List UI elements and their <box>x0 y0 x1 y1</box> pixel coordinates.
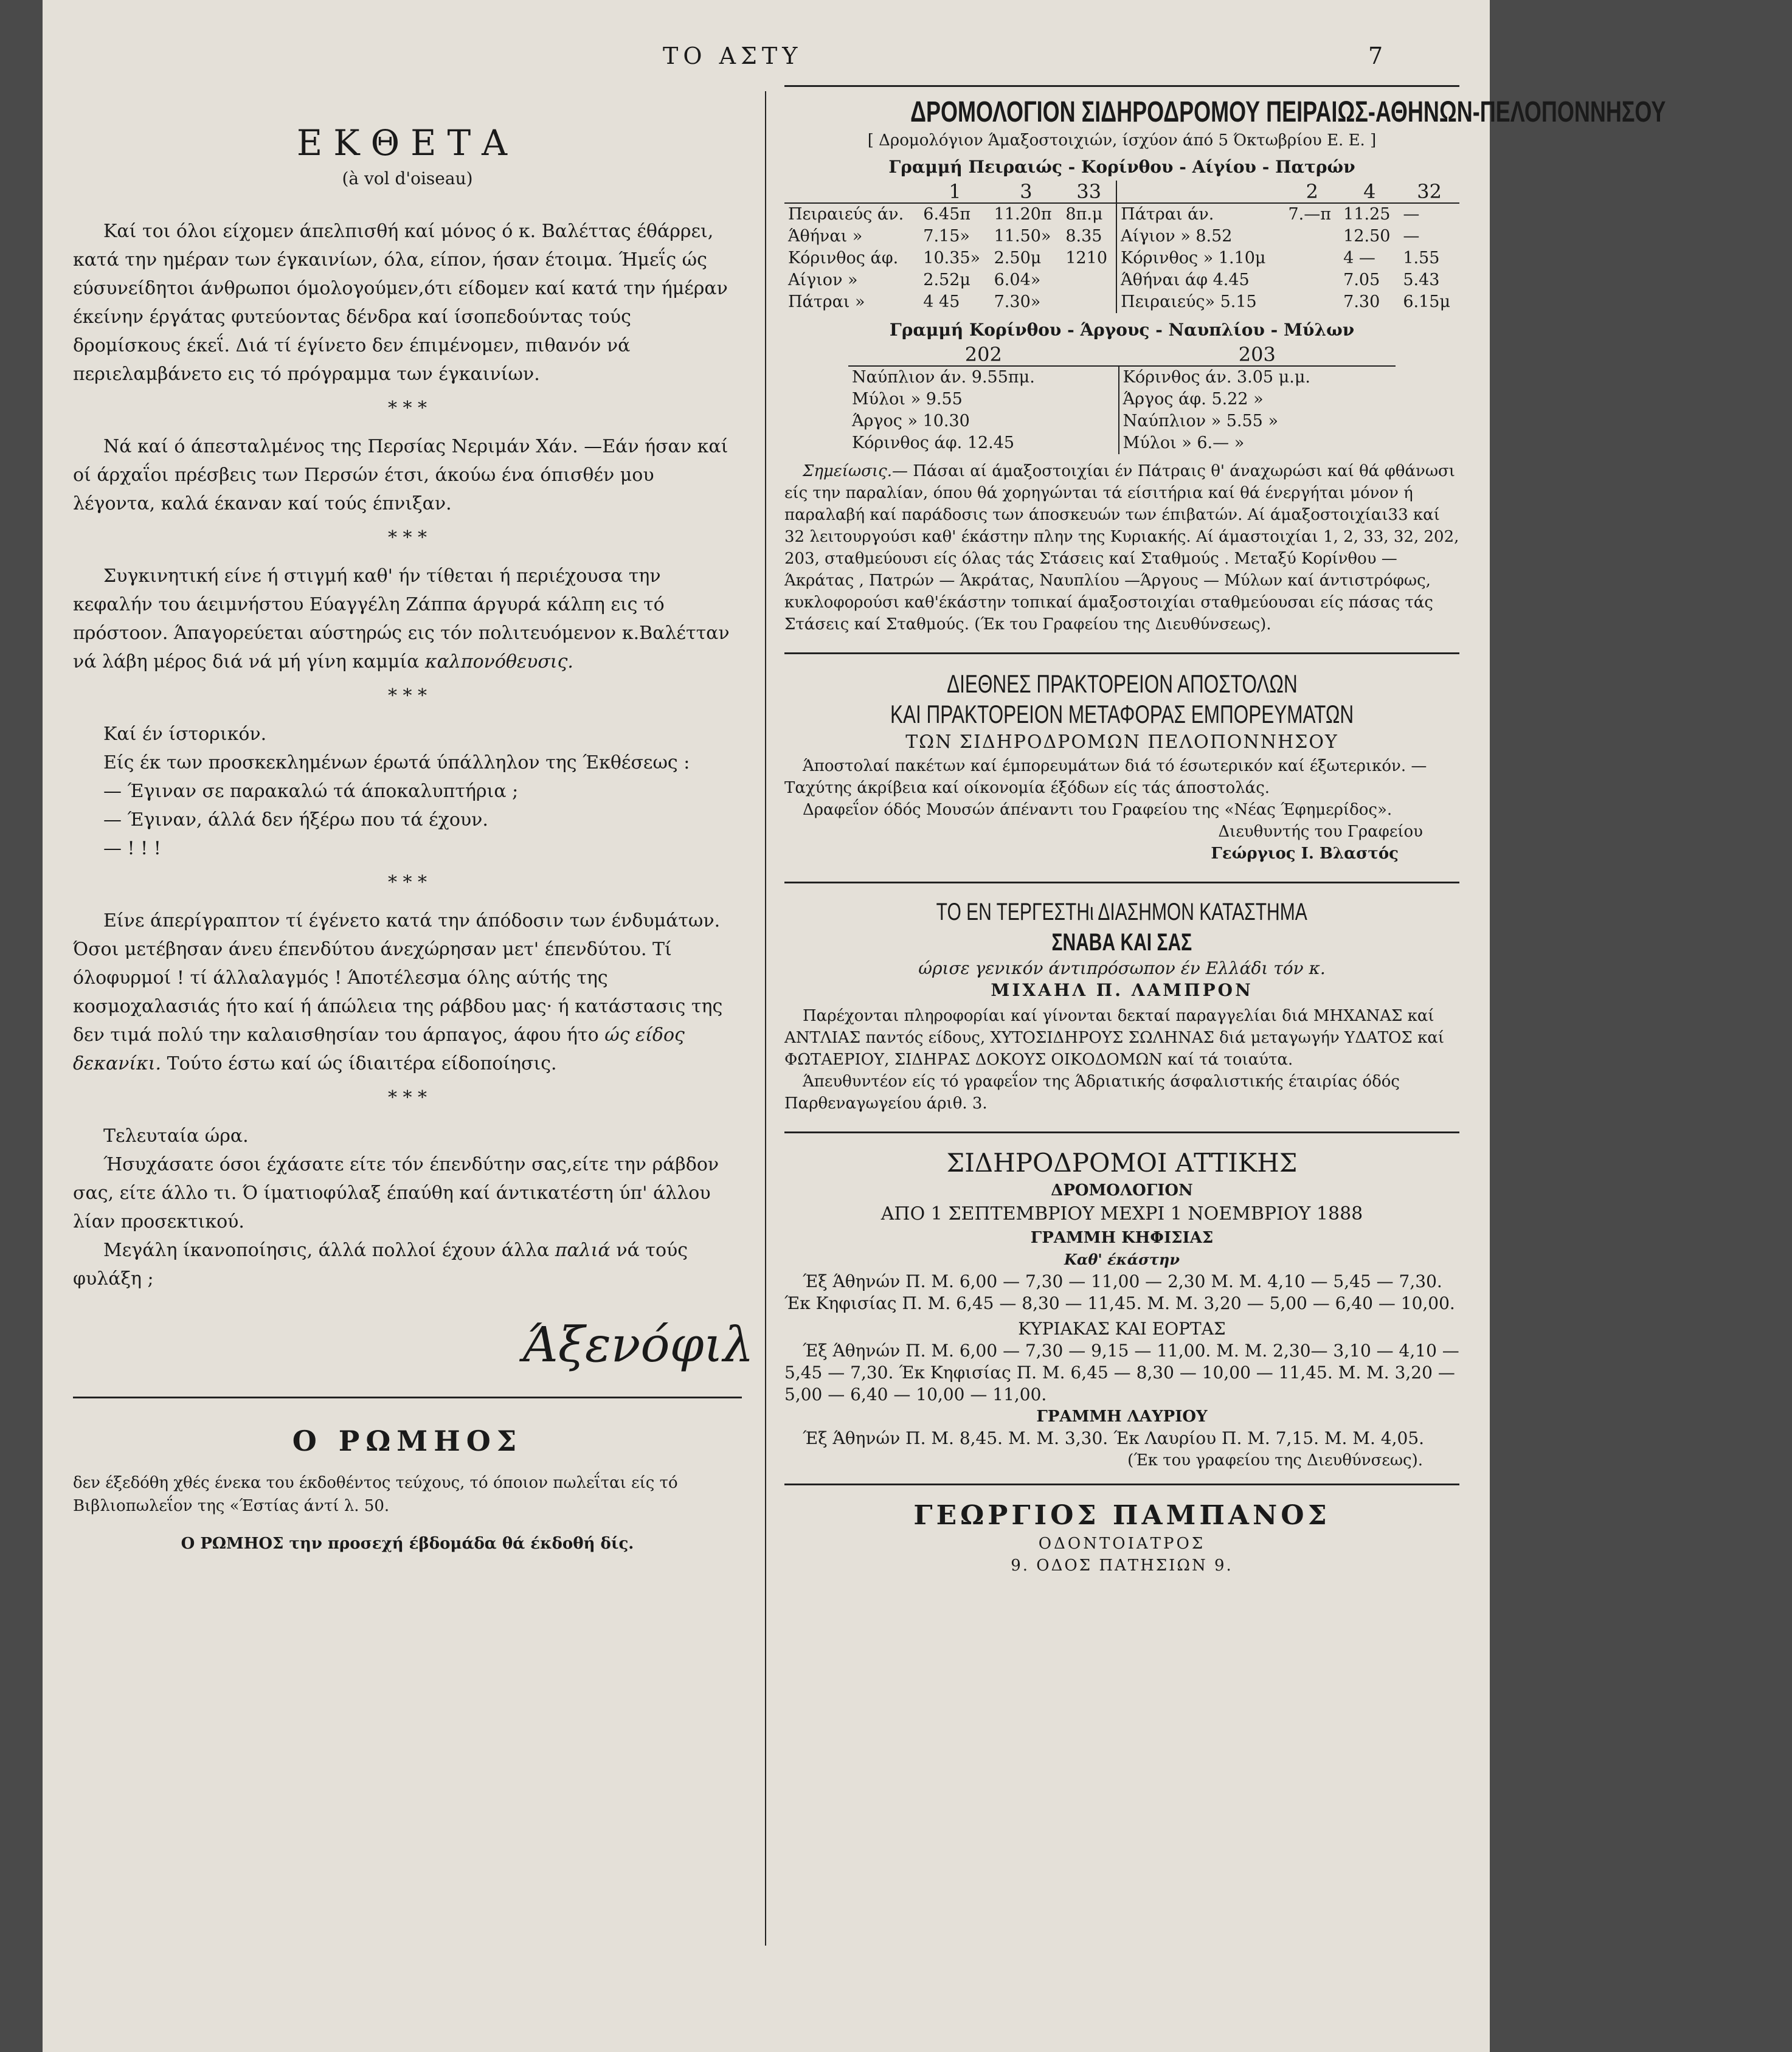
attiki-paragraph-2: Έξ Άθηνών Π. Μ. 6,00 — 7,30 — 9,15 — 11,00. Μ. Μ. 2,30— 3,10 — 4,10 — 5,45 — 7,30. Έκ Κηφισίας Π. Μ. 6,45 — 8,30 — 10,00 — 11,45. Μ. Μ. 3,20 — 5,00 — 6,40 — 10,00 — 11,00. <box>784 1341 1459 1404</box>
table-row <box>784 226 1459 247</box>
table-cell: 11.50» <box>994 227 1051 246</box>
table-cell: Άργος άφ. 5.22 » <box>1123 390 1264 409</box>
divider <box>784 1131 1459 1133</box>
table-cell: Πειραιεύς άν. <box>788 205 904 224</box>
signature: Άξενόφιλ <box>523 1316 754 1373</box>
divider <box>784 1484 1459 1485</box>
romios-title: Ο ΡΩΜΗΟΣ <box>292 1425 523 1457</box>
table-row <box>848 366 1396 389</box>
table-cell: Πάτραι » <box>788 292 865 311</box>
table-cell: 4 — <box>1343 249 1375 268</box>
column-divider <box>765 91 766 1946</box>
trieste-company: ΣΝΑΒΑ ΚΑΙ ΣΑΣ <box>1051 929 1192 956</box>
paragraph-5: Είς έκ των προσκεκλημένων έρωτά ύπάλληλον της Έκθέσεως : <box>103 752 690 773</box>
paragraph-3: Συγκινητική είνε ή στιγμή καθ' ήν τίθεται ή περιέχουσα την κεφαλήν του άειμνήστου Εύαγγέλη Ζάππα άργυρά κάλπη εις τό πρόστοον. Άπαγορεύεται αύστηρώς εις τόν πολιτευόμενον κ.Βαλέτταν νά λάβη μέρος διά νά μή γίνη καμμία καλπονόθευσις. <box>73 565 730 672</box>
separator-stars: * * * <box>387 527 427 548</box>
table-head-cell: 4 <box>1340 181 1399 203</box>
paragraph-6: Είνε άπερίγραπτον τί έγένετο κατά την άπόδοσιν των ένδυμάτων. Όσοι μετέβησαν άνευ έπενδύτου άνεχώρησαν μετ' έπενδύτου. Τί όλοφυρμοί ! τί άλλαλαγμός ! Άποτέλεσμα όλης αύτής της κοσμοχαλασιάς ήτο καί ή άπώλεια της ράβδου μας· ή κατάστασις της δεν τιμά πολύ την καλαισθησίαν του άρπαγος, άφου ήτο ώς είδος δεκανίκι. Τούτο έστω καί ώς ίδιαιτέρα είδοποίησις. <box>73 910 723 1074</box>
table-cell: 2.52μ <box>923 271 970 289</box>
paragraph-9: Μεγάλη ίκανοποίησις, άλλά πολλοί έχουν άλλα παλιά νά τούς φυλάξη ; <box>73 1240 688 1290</box>
table-cell: 8π.μ <box>1062 203 1116 226</box>
attiki-paragraph-1: Έξ Άθηνών Π. Μ. 6,00 — 7,30 — 11,00 — 2,30 Μ. Μ. 4,10 — 5,45 — 7,30. Έκ Κηφισίας Π. Μ. 6,45 — 8,30 — 11,45. Μ. Μ. 3,20 — 5,00 — 6,40 — 10,00. <box>784 1271 1455 1313</box>
line1-title: Γραμμή Πειραιώς - Κορίνθου - Αίγίου - Πατρών <box>888 157 1355 177</box>
table-cell: 10.35» <box>923 249 981 268</box>
romios-note: Ο ΡΩΜΗΟΣ την προσεχή έβδομάδα θά έκδοθή δίς. <box>181 1535 634 1553</box>
divider <box>73 1397 742 1398</box>
table-cell: 6.15μ <box>1403 292 1450 311</box>
table-cell: 1.55 <box>1403 249 1440 268</box>
agency-paragraph-3: Διευθυντής του Γραφείου <box>1218 823 1423 841</box>
table-head-cell: 2 <box>1284 181 1340 203</box>
table-head-cell: 203 <box>1119 344 1396 366</box>
trieste-paragraph-2: Άπευθυντέον είς τό γραφεΐον της Άδριατικής άσφαλιστικής έταιρίας όδός Παρθεναγωγείου άριθ. 3. <box>784 1073 1400 1113</box>
table-head-cell: 1 <box>919 181 990 203</box>
divider <box>784 652 1459 654</box>
romios-paragraph: δεν έξεδόθη χθές ένεκα του έκδοθέντος τεύχους, τό όποιον πωλεΐται είς τό Βιβλιοπωλεΐον της «Έστίας άντί λ. 50. <box>73 1474 678 1515</box>
separator-stars: * * * <box>387 872 427 893</box>
table-header <box>848 344 1396 366</box>
trieste-representative-line: ώρισε γενικόν άντιπρόσωπον έν Ελλάδι τόν κ. <box>918 958 1326 978</box>
paragraph-1: Καί τοι όλοι είχομεν άπελπισθή καί μόνος ό κ. Βαλέττας έθάρρει, κατά την ημέραν των έγκαινίων, όλα, είπον, ήσαν έτοιμα. Ήμεΐς ώς εύσυνείδητοι άνθρωποι όμολογούμεν,ότι είδομεν καί κατά την ήμέραν έκείνην έργάτας φυτεύοντας δένδρα καί ίσοπεδούντας τούς δρομίσκους έκεΐ. Διά τί έγίνετο δεν έπιμένομεν, πιθανόν νά περιελαμβάνετο εις τό πρόγραμμα των έγκαινίων. <box>73 221 728 385</box>
table-cell: Πάτραι άν. <box>1121 205 1214 224</box>
table-cell: Ναύπλιον » 5.55 » <box>1123 412 1278 430</box>
attiki-paragraph-3: Έξ Άθηνών Π. Μ. 8,45. Μ. Μ. 3,30. Έκ Λαυρίου Π. Μ. 7,15. Μ. Μ. 4,05. <box>803 1428 1425 1448</box>
page-number: 7 <box>1368 43 1388 69</box>
table-cell <box>1284 226 1340 247</box>
table-cell: 7.15» <box>923 227 970 246</box>
table-cell: Άθήναι » <box>788 227 863 246</box>
railway-title: ΔΡΟΜΟΛΟΓΙΟΝ ΣΙΔΗΡΟΔΡΟΜΟΥ ΠΕΙΡΑΙΩΣ-ΑΘΗΝΩΝ-ΠΕΛΟΠΟΝΝΗΣΟΥ <box>910 96 1666 128</box>
agency-paragraph-1: Άποστολαί πακέτων καί έμπορευμάτων διά τό έσωτερικόν καί έξωτερικόν. — Ταχύτης άκρίβεια καί οίκονομία έξόδων είς τάς άποστολάς. <box>784 757 1427 797</box>
table-cell: 5.43 <box>1403 271 1440 289</box>
schedule-table-1 <box>784 181 1459 313</box>
table-cell: 7.30» <box>994 292 1041 311</box>
ektheta-title: ΕΚΘΕΤΑ <box>296 122 519 164</box>
table-cell: Άργος » 10.30 <box>848 410 1119 432</box>
dentist-address: 9. ΟΔΟΣ ΠΑΤΗΣΙΩΝ 9. <box>1011 1556 1233 1575</box>
table-cell: 4 45 <box>923 292 960 311</box>
left-column <box>73 122 754 1558</box>
table-cell: Αίγιον » 8.52 <box>1121 227 1233 246</box>
dentist-title: ΟΔΟΝΤΟΙΑΤΡΟΣ <box>1038 1535 1206 1553</box>
attiki-sundays: ΚΥΡΙΑΚΑΣ ΚΑΙ ΕΟΡΤΑΣ <box>1018 1319 1226 1339</box>
divider <box>784 882 1459 883</box>
table-cell <box>1284 247 1340 269</box>
agency-signature: Γεώργιος Ι. Βλαστός <box>1211 845 1399 863</box>
table-cell: Μύλοι » 6.— » <box>1123 434 1245 452</box>
dialog-2: — Έγιναν, άλλά δεν ήξέρω που τά έχουν. <box>103 809 488 831</box>
table-cell: 1210 <box>1062 247 1116 269</box>
agency-title-3: ΤΩΝ ΣΙΔΗΡΟΔΡΟΜΩΝ ΠΕΛΟΠΟΝΝΗΣΟΥ <box>905 731 1338 753</box>
table-row <box>784 269 1459 291</box>
top-border <box>784 85 1459 87</box>
table-cell: 7.05 <box>1343 271 1380 289</box>
table-row <box>848 432 1396 454</box>
table-cell: Κόρινθος άν. 3.05 μ.μ. <box>1123 368 1310 387</box>
attiki-title: ΣΙΔΗΡΟΔΡΟΜΟΙ ΑΤΤΙΚΗΣ <box>946 1148 1298 1178</box>
table-cell: 8.35 <box>1062 226 1116 247</box>
table-cell: Κόρινθος » 1.10μ <box>1121 249 1266 268</box>
dialog-1: — Έγιναν σε παρακαλώ τά άποκαλυπτήρια ; <box>103 781 519 802</box>
table-cell: 7.30 <box>1343 292 1380 311</box>
separator-stars: * * * <box>387 1087 427 1108</box>
attiki-period: ΑΠΟ 1 ΣΕΠΤΕΜΒΡΙΟΥ ΜΕΧΡΙ 1 ΝΟΕΜΒΡΙΟΥ 1888 <box>880 1203 1363 1225</box>
table-head-cell: 202 <box>848 344 1119 366</box>
masthead-title: ΤΟ ΑΣΤΥ <box>663 43 803 69</box>
attiki-line-kifisia: ΓΡΑΜΜΗ ΚΗΦΙΣΙΑΣ <box>1030 1229 1214 1247</box>
agency-title-1: ΔΙΕΘΝΕΣ ΠΡΑΚΤΟΡΕΙΟΝ ΑΠΟΣΤΟΛΩΝ <box>946 669 1298 698</box>
trieste-title: ΤΟ ΕΝ ΤΕΡΓΕΣΤΗι ΔΙΑΣΗΜΟΝ ΚΑΤΑΣΤΗΜΑ <box>936 899 1308 925</box>
attiki-paragraph-4: (Έκ του γραφείου της Διευθύνσεως). <box>1127 1451 1423 1470</box>
table-cell: Κόρινθος άφ. <box>788 249 899 268</box>
table-row <box>848 389 1396 410</box>
table-cell: — <box>1403 205 1420 224</box>
agency-paragraph-2: Δραφεΐον όδός Μουσών άπέναντι του Γραφείου της «Νέας Έφημερίδος». <box>803 801 1392 819</box>
table-cell <box>1062 269 1116 291</box>
railway-subtitle: [ Δρομολόγιον Άμαξοστοιχιών, ίσχύον άπό 5 Όκτωβρίου Ε. Ε. ] <box>867 131 1377 150</box>
table-cell: 6.45π <box>923 205 971 224</box>
table-cell <box>1284 291 1340 313</box>
table-head-cell: 33 <box>1062 181 1116 203</box>
table-cell: Πειραιεύς» 5.15 <box>1121 292 1257 311</box>
ektheta-subtitle: (à vol d'oiseau) <box>342 168 473 188</box>
paragraph-7: Τελευταία ώρα. <box>103 1125 249 1147</box>
agency-title-2: ΚΑΙ ΠΡΑΚΤΟΡΕΙΟΝ ΜΕΤΑΦΟΡΑΣ ΕΜΠΟΡΕΥΜΑΤΩΝ <box>890 700 1354 728</box>
newspaper-page <box>43 0 1666 2052</box>
table-row <box>784 291 1459 313</box>
table-row <box>784 203 1459 226</box>
right-column <box>784 85 1666 1577</box>
table-cell: 7.—π <box>1288 205 1331 224</box>
paragraph-4: Καί έν ίστορικόν. <box>103 724 267 745</box>
schedule-table-2 <box>848 344 1396 454</box>
table-cell: Ναύπλιον άν. 9.55πμ. <box>848 366 1119 389</box>
paragraph-2: Νά καί ό άπεσταλμένος της Περσίας Νεριμάν Χάν. —Εάν ήσαν καί οί άρχαΐοι πρέσβεις των Περσών έτσι, άκούω ένα όπισθέν μου λέγοντα, καλά έκαναν καί τούς έπνιξαν. <box>73 436 728 514</box>
attiki-schedule-label: ΔΡΟΜΟΛΟΓΙΟΝ <box>1051 1181 1193 1200</box>
paragraph-8: Ήσυχάσατε όσοι έχάσατε είτε τόν έπενδύτην σας,είτε την ράβδον σας, είτε άλλο τι. Ό ίματιοφύλαξ έπαύθη καί άντικατέστη ύπ' άλλου λίαν προσεκτικού. <box>73 1154 719 1232</box>
table-cell: Μύλοι » 9.55 <box>848 389 1119 410</box>
table-row <box>784 247 1459 269</box>
table-cell: Άθήναι άφ 4.45 <box>1121 271 1250 289</box>
table-cell: 11.20π <box>994 205 1052 224</box>
table-cell <box>1062 291 1116 313</box>
line2-title: Γραμμή Κορίνθου - Άργους - Ναυπλίου - Μύλων <box>889 320 1355 340</box>
table-header <box>784 181 1459 203</box>
table-cell: — <box>1403 227 1420 246</box>
table-cell: Αίγιον » <box>788 271 858 289</box>
table-cell: Κόρινθος άφ. 12.45 <box>848 432 1119 454</box>
table-cell: 6.04» <box>994 271 1041 289</box>
railway-notes: Σημείωσις.— Πάσαι αί άμαξοστοιχίαι έν Πάτραις θ' άναχωρώσι καί θά φθάνωσι είς την παραλίαν, όπου θά χορηγώνται τά είσιτήρια καί θά ένεργήται μόνον ή παραλαβή καί παράδοσις των άποσκευών των έπιβατών. Αί άμαξοστοιχίαι33 καί 32 λειτουργούσι καθ' έκάστην πλην της Κυριακής. Αί άμαστοιχίαι 1, 2, 33, 32, 202, 203, σταθμεύουσι είς όλας τάς Στάσεις καί Σταθμούς . Μεταξύ Κορίνθου — Άκράτας , Πατρών — Άκράτας, Ναυπλίου —Άργους — Μύλων καί άντιστρόφως, κυκλοφορούσι καθ'έκάστην τοπικαί άμαξοστοιχίαι σταθμεύουσαι είς πάσας τάς Στάσεις καί Σταθμούς. (Έκ του Γραφείου της Διευθύνσεως). <box>784 462 1459 634</box>
table-cell: 2.50μ <box>994 249 1042 268</box>
table-cell: 12.50 <box>1343 227 1391 246</box>
trieste-paragraph: Παρέχονται πληροφορίαι καί γίνονται δεκταί παραγγελίαι διά ΜΗΧΑΝΑΣ καί ΑΝΤΛΙΑΣ παντός είδους, ΧΥΤΟΣΙΔΗΡΟΥΣ ΣΩΛΗΝΑΣ διά μεταγωγήν ΥΔΑΤΟΣ καί ΦΩΤΑΕΡΙΟΥ, ΣΙΔΗΡΑΣ ΔΟΚΟΥΣ ΟΙΚΟΔΟΜΩΝ καί τά τοιαύτα. <box>784 1007 1445 1069</box>
dialog-3: — ! ! ! <box>103 838 161 859</box>
dentist-name: ΓΕΩΡΓΙΟΣ ΠΑΜΠΑΝΟΣ <box>913 1500 1330 1531</box>
table-row <box>848 410 1396 432</box>
separator-stars: * * * <box>387 398 427 419</box>
attiki-line-lavrio: ΓΡΑΜΜΗ ΛΑΥΡΙΟΥ <box>1036 1408 1208 1426</box>
table-cell: 11.25 <box>1343 205 1391 224</box>
separator-stars: * * * <box>387 685 427 706</box>
attiki-daily: Καθ' έκάστην <box>1064 1251 1180 1268</box>
table-cell <box>1284 269 1340 291</box>
trieste-representative-name: ΜΙΧΑΗΛ Π. ΛΑΜΠΡΟΝ <box>991 980 1253 1000</box>
table-head-cell: 3 <box>991 181 1062 203</box>
table-head-cell: 32 <box>1399 181 1459 203</box>
